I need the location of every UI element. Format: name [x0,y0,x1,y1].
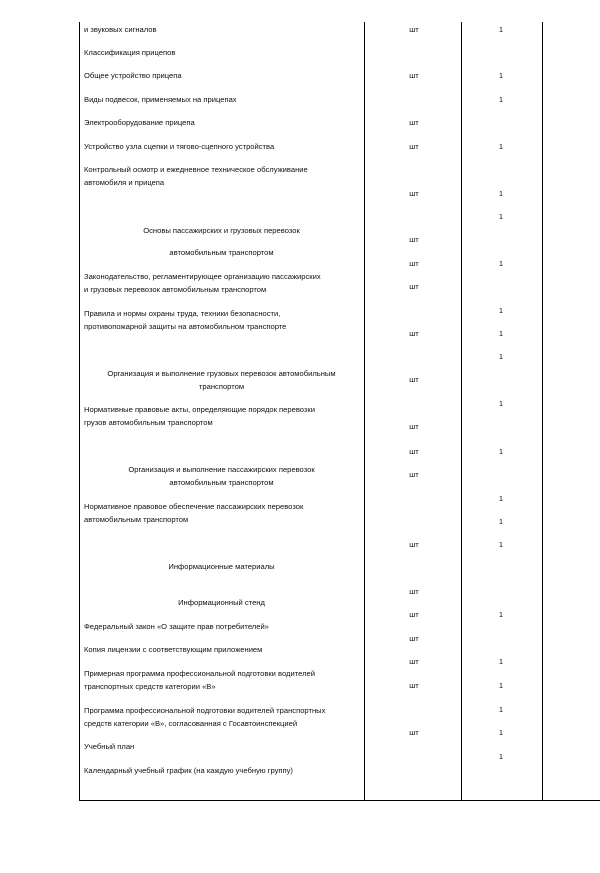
quantity-cell: 1 [498,306,504,315]
unit-cell: шт [409,375,419,384]
quantity-cell: 1 [498,610,504,619]
unit-cell: шт [409,189,419,198]
table-item-text: и звуковых сигналов [84,25,157,34]
column-divider-unit [364,22,365,800]
unit-cell: шт [409,329,419,338]
table-item-text: автомобильным транспортом [84,515,189,524]
table-item-text: Правила и нормы охраны труда, техники безопасности, [84,309,281,318]
table-item-text: автомобиля и прицепа [84,178,165,187]
unit-cell: шт [409,587,419,596]
unit-cell: шт [409,142,419,151]
unit-cell: шт [409,71,419,80]
quantity-cell: 1 [498,705,504,714]
unit-cell: шт [409,118,419,127]
unit-cell: шт [409,657,419,666]
unit-cell: шт [409,610,419,619]
table-item-text: Устройство узла сцепки и тягово-сцепного устройства [84,142,275,151]
quantity-cell: 1 [498,399,504,408]
unit-cell: шт [409,259,419,268]
unit-cell: шт [409,634,419,643]
table-item-text: Общее устройство прицепа [84,71,182,80]
section-heading-line: автомобильным транспортом [169,248,274,257]
table-item-text: Классификация прицепов [84,48,176,57]
table-item-text: Виды подвесок, применяемых на прицепах [84,95,237,104]
unit-cell: шт [409,540,419,549]
table-bottom-border [79,800,600,801]
quantity-cell: 1 [498,657,504,666]
table-item-text: Учебный план [84,742,135,751]
table-item-text: Примерная программа профессиональной подготовки водителей [84,669,315,678]
section-heading-line: Основы пассажирских и грузовых перевозок [143,226,300,235]
section-heading-line: Информационные материалы [168,562,275,571]
quantity-cell: 1 [498,752,504,761]
unit-cell: шт [409,470,419,479]
unit-cell: шт [409,728,419,737]
quantity-cell: 1 [498,189,504,198]
quantity-cell: 1 [498,95,504,104]
table-item-text: Электрооборудование прицепа [84,118,195,127]
table-item-text: Контрольный осмотр и ежедневное техническое обслуживание [84,165,308,174]
unit-cell: шт [409,681,419,690]
quantity-cell: 1 [498,71,504,80]
section-heading-line: транспортом [198,382,245,391]
column-divider-notes [542,22,543,800]
quantity-cell: 1 [498,728,504,737]
quantity-cell: 1 [498,259,504,268]
quantity-cell: 1 [498,540,504,549]
table-item-text: грузов автомобильным транспортом [84,418,213,427]
table-item-text: и грузовых перевозок автомобильным транспортом [84,285,267,294]
quantity-cell: 1 [498,25,504,34]
quantity-cell: 1 [498,494,504,503]
section-heading-line: автомобильным транспортом [169,478,274,487]
quantity-cell: 1 [498,352,504,361]
quantity-cell: 1 [498,517,504,526]
table-item-text: Нормативное правовое обеспечение пассажирских перевозок [84,502,304,511]
table-item-text: Федеральный закон «О защите прав потребителей» [84,622,269,631]
table-item-text: Календарный учебный график (на каждую учебную группу) [84,766,293,775]
section-heading-line: Организация и выполнение пассажирских перевозок [128,465,315,474]
section-heading-line: Организация и выполнение грузовых перевозок автомобильным [107,369,336,378]
quantity-cell: 1 [498,212,504,221]
unit-cell: шт [409,422,419,431]
table-item-text: транспортных средств категории «В» [84,682,216,691]
quantity-cell: 1 [498,142,504,151]
column-divider-quantity [461,22,462,800]
table-item-text: средств категории «В», согласованная с Госавтоинспекцией [84,719,298,728]
quantity-cell: 1 [498,681,504,690]
unit-cell: шт [409,447,419,456]
quantity-cell: 1 [498,447,504,456]
unit-cell: шт [409,235,419,244]
table-item-text: Копия лицензии с соответствующим приложением [84,645,263,654]
unit-cell: шт [409,282,419,291]
table-item-text: противопожарной защиты на автомобильном транспорте [84,322,287,331]
section-heading-line: Информационный стенд [178,598,265,607]
table-item-text: Нормативные правовые акты, определяющие порядок перевозки [84,405,315,414]
quantity-cell: 1 [498,329,504,338]
unit-cell: шт [409,25,419,34]
table-item-text: Законодательство, регламентирующее организацию пассажирских [84,272,321,281]
table-item-text: Программа профессиональной подготовки водителей транспортных [84,706,326,715]
table-left-border [79,22,80,800]
